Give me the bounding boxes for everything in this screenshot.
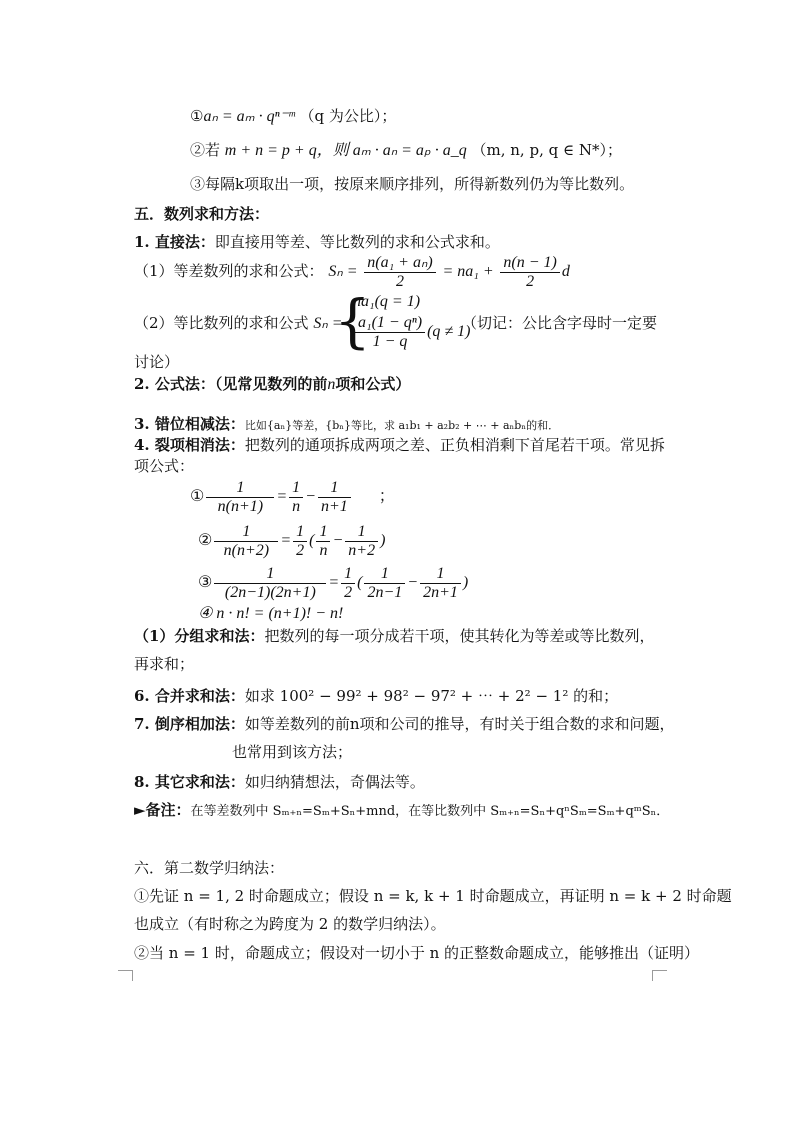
arith-sum-line bbox=[134, 252, 570, 291]
other-method-line: 8. 其它求和法：如归纳猜想法，奇偶法等。 bbox=[134, 773, 425, 791]
geom-note: （切记：公比含字母时一定要 bbox=[462, 314, 658, 332]
formula-1: ① $\frac{1}{n(n+1)}$ = $\frac{1}{n}$ − $\frac{1}{n+1}$ ； bbox=[190, 478, 395, 515]
formula-3: ③ $\frac{1}{(2n-1)(2n+1)}$ = $\frac{1}{2}$ ( $\frac{1}{2n-1}$ − $\frac{1}{2n+1}$ ) bbox=[198, 564, 469, 601]
direct-text: 即直接用等差、等比数列的求和公式求和。 bbox=[214, 233, 500, 251]
geom-case-2: $\frac{\text{a₁(1 − qⁿ)}}{1 - q}$ (q ≠ 1) bbox=[353, 314, 471, 351]
split-method-line: 4. 裂项相消法：把数列的通项拆成两项之差、正负相消剩下首尾若干项。常见拆 bbox=[134, 436, 665, 454]
arith-s: Sₙ = bbox=[328, 263, 358, 280]
ratio-formula-line: ①aₙ = aₘ · qⁿ⁻ᵐ （q 为公比）； bbox=[190, 107, 397, 125]
group-method-line-2: 再求和； bbox=[134, 655, 195, 673]
formula-method-line: 2. 公式法：（见常见数列的前n项和公式） bbox=[134, 375, 411, 393]
reverse-method-line: 7. 倒序相加法：如等差数列的前n项和公司的推导，有时关于组合数的求和问题， bbox=[134, 715, 675, 733]
offset-method-line: 3. 错位相减法：比如{aₙ}等差，{bₙ}等比，求 a₁b₁ + a₂b₂ + ⋯ + aₙbₙ的和． bbox=[134, 415, 560, 433]
formula-4: ④ n · n! = (n+1)! − n! bbox=[198, 605, 344, 622]
six-line-1: ①先证 n = 1, 2 时命题成立；假设 n = k, k + 1 时命题成立，再证明 n = k + 2 时命题 bbox=[134, 887, 732, 905]
subscript-property-line bbox=[190, 140, 622, 161]
direct-method-line bbox=[134, 232, 500, 252]
section-six-title: 六．第二数学归纳法： bbox=[134, 859, 285, 877]
geom-case-1: na₁(q = 1) bbox=[353, 293, 421, 310]
ratio-formula-note: （q 为公比）； bbox=[299, 107, 397, 125]
geom-label: （2）等比数列的求和公式 Sₙ = bbox=[134, 314, 343, 332]
subscript-prefix: ②若 bbox=[190, 141, 225, 159]
split-method-line-2: 项公式： bbox=[134, 457, 195, 475]
subscript-cond: （m, n, p, q ∈ N*）； bbox=[471, 141, 622, 159]
every-k-line: ③每隔k项取出一项，按原来顺序排列，所得新数列仍为等比数列。 bbox=[190, 175, 635, 193]
reverse-method-line-2: 也常用到该方法； bbox=[232, 743, 353, 761]
merge-method-line: 6. 合并求和法：如求 100² − 99² + 98² − 97² + ⋯ + 2² − 1² 的和； bbox=[134, 687, 619, 705]
page-corner-right bbox=[652, 970, 667, 981]
ratio-formula-expr: aₙ = aₘ · qⁿ⁻ᵐ bbox=[203, 108, 295, 125]
arith-d: d bbox=[561, 263, 570, 280]
geom-frac: $\frac{\text{a₁(1 − qⁿ)}}{1 - q}$ bbox=[355, 314, 425, 351]
section-five-title: 五．数列求和方法： bbox=[134, 205, 270, 223]
geom-brace: { bbox=[334, 287, 371, 355]
note-line: ►备注：在等差数列中 Sₘ₊ₙ=Sₘ+Sₙ+mnd，在等比数列中 Sₘ₊ₙ=Sₙ+qⁿSₘ=Sₘ+qᵐSₙ． bbox=[134, 801, 670, 819]
formula-2: ② $\frac{1}{n(n+2)}$ = $\frac{1}{2}$ ( $\frac{1}{n}$ − $\frac{1}{n+2}$ ) bbox=[198, 522, 386, 559]
arith-frac: $\frac{\text{n(a₁ + aₙ)}}{2}$ bbox=[364, 254, 435, 291]
arith-label: （1）等差数列的求和公式： bbox=[134, 262, 324, 280]
group-method-line: （1）分组求和法：把数列的每一项分成若干项，使其转化为等差或等比数列， bbox=[134, 627, 655, 645]
geom-s: Sₙ = bbox=[313, 315, 343, 332]
six-line-1b: 也成立（有时称之为跨度为 2 的数学归纳法）。 bbox=[134, 915, 446, 933]
arith-frac-2: $\frac{n(n - 1)}{2}$ bbox=[500, 254, 559, 291]
subscript-expr: m + n = p + q，则 aₘ · aₙ = aₚ · a_q bbox=[224, 142, 467, 159]
direct-label: 1. 直接法： bbox=[134, 233, 215, 251]
page-corner-left bbox=[118, 970, 133, 981]
offset-text: 比如{aₙ}等差，{bₙ}等比，求 a₁b₁ + a₂b₂ + ⋯ + aₙbₙ的和． bbox=[244, 419, 560, 432]
arith-mid: = na₁ + bbox=[442, 263, 494, 280]
geom-note-2: 讨论） bbox=[134, 353, 180, 371]
six-line-2: ②当 n = 1 时，命题成立；假设对一切小于 n 的正整数命题成立，能够推出（证明） bbox=[134, 944, 700, 962]
